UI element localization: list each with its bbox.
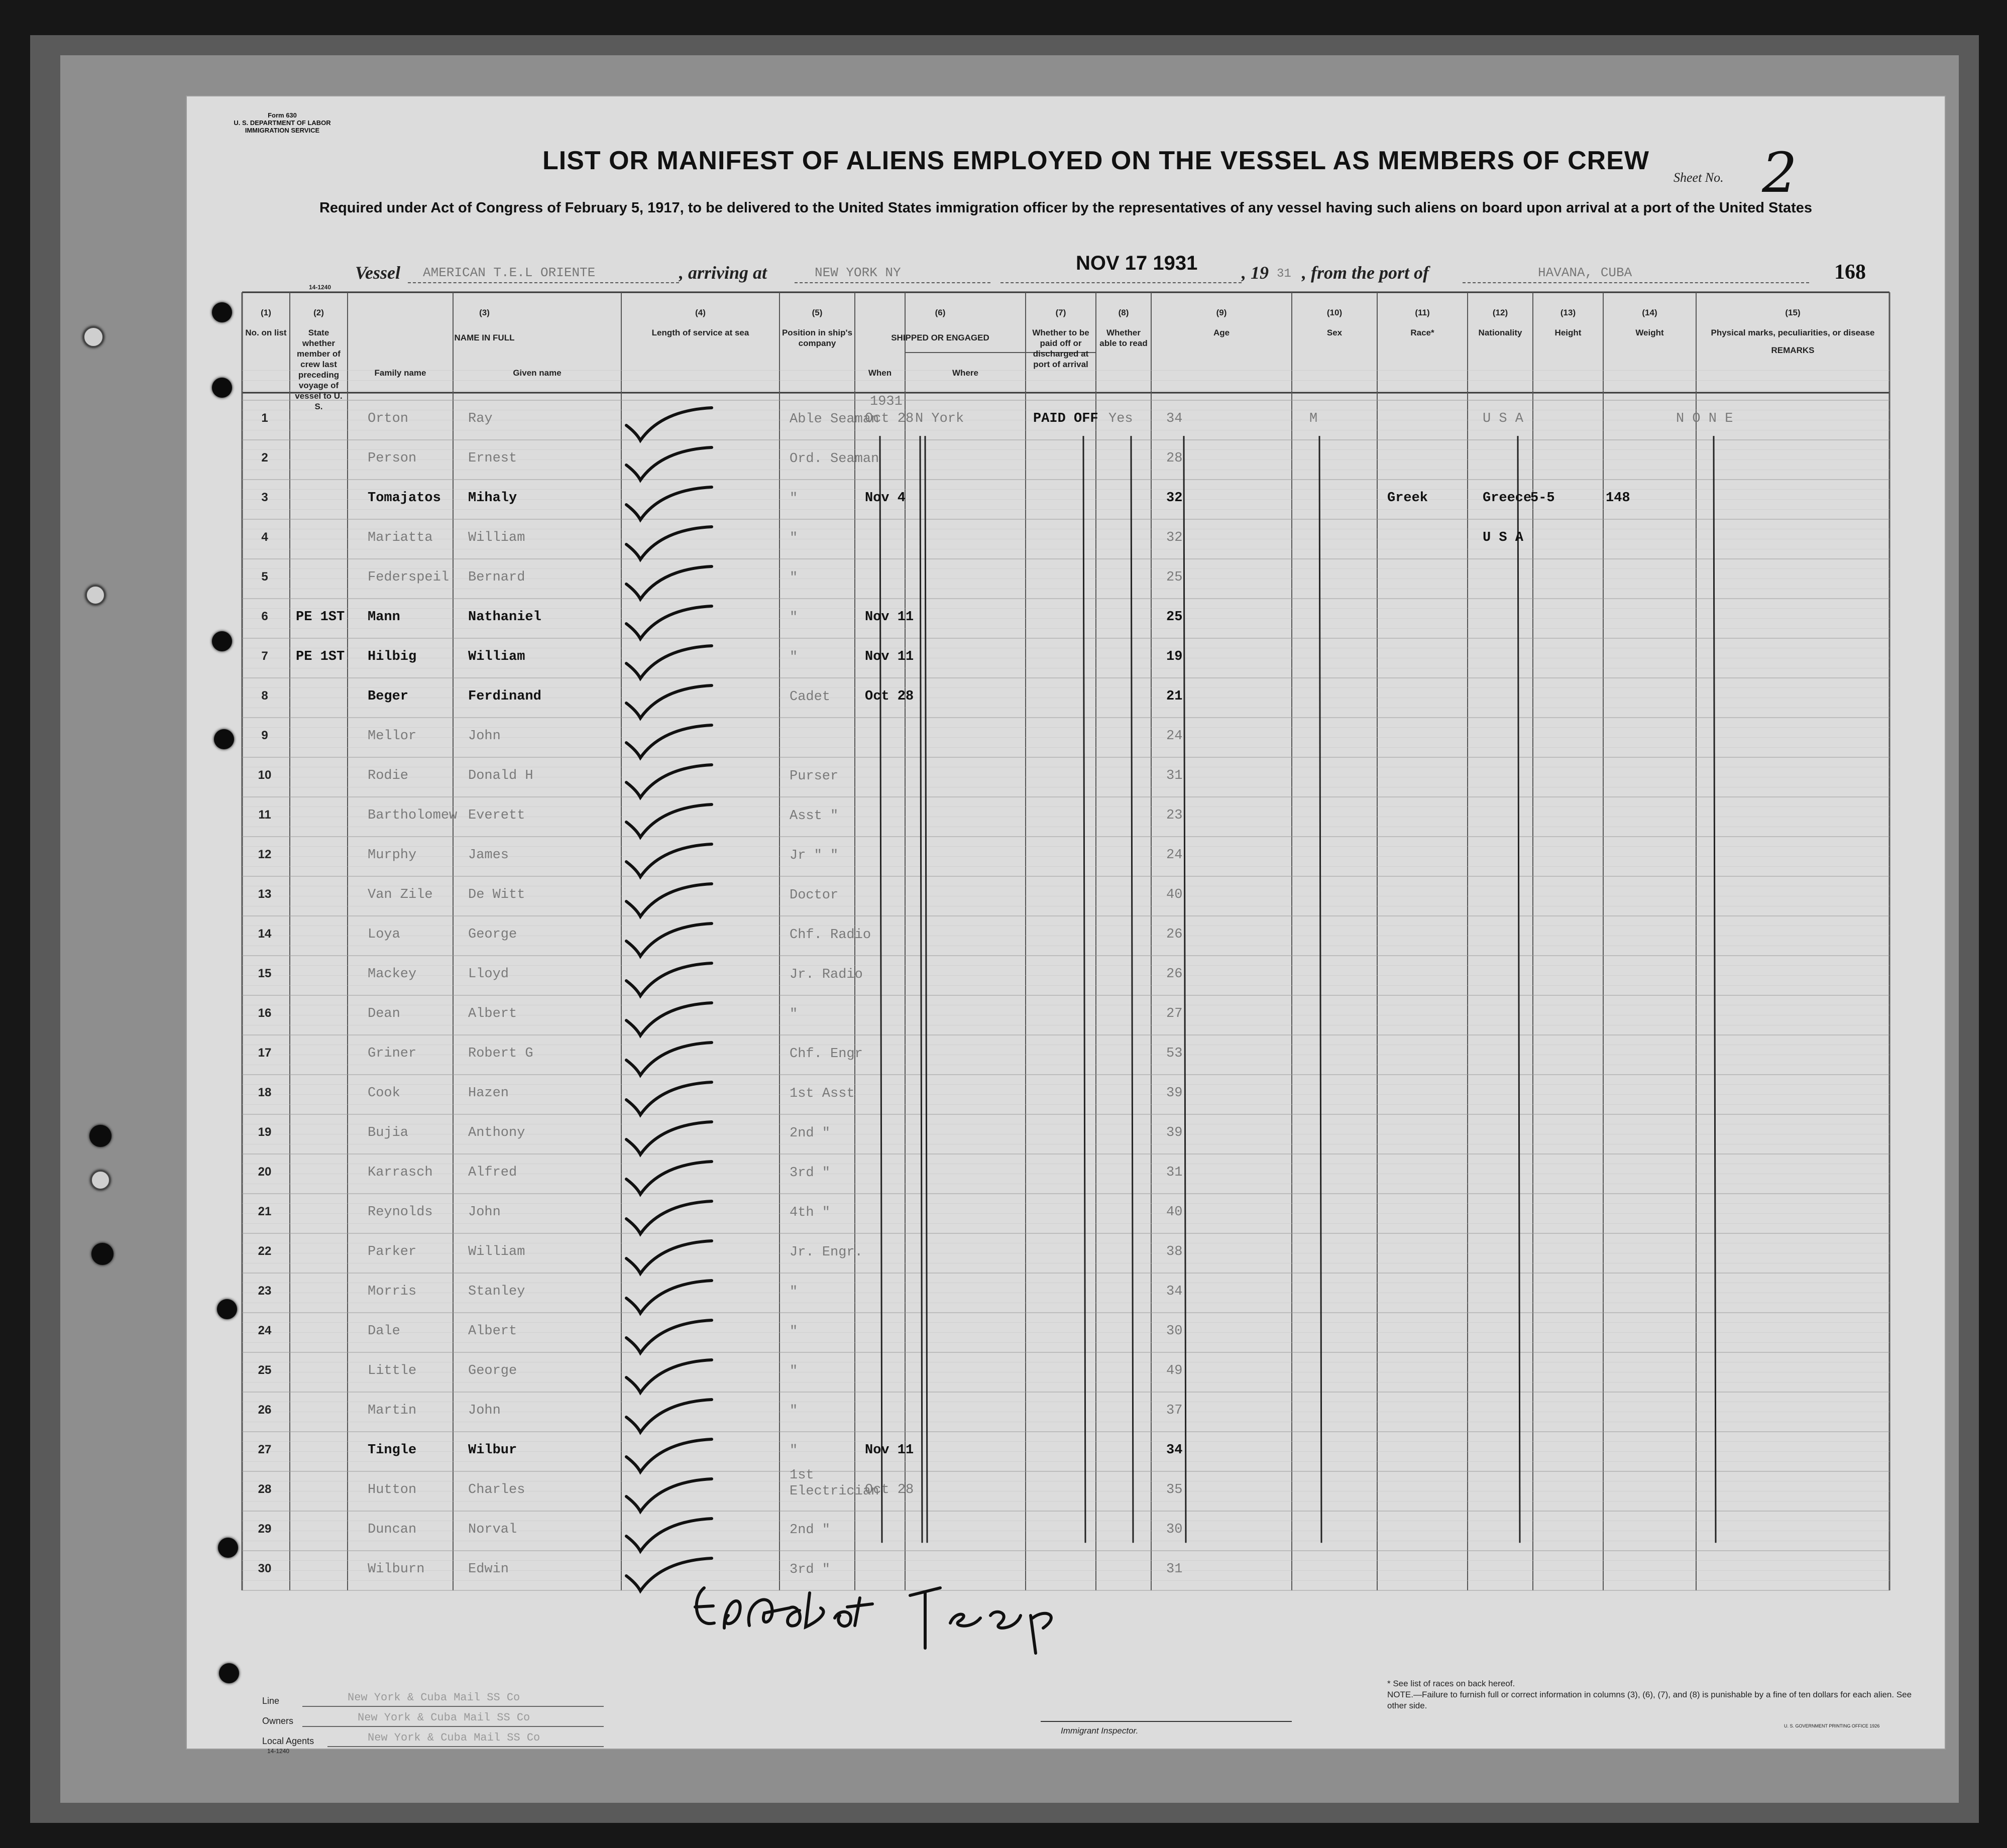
row-number: 10 (258, 768, 272, 782)
row-number: 23 (258, 1284, 272, 1298)
age: 40 (1166, 1205, 1183, 1220)
position: 2nd " (790, 1126, 831, 1141)
given-name: George (468, 927, 517, 942)
row-number: 27 (258, 1443, 272, 1456)
position: " (790, 491, 798, 506)
owners-underline (302, 1726, 604, 1727)
family-name: Parker (368, 1244, 417, 1259)
row-number: 30 (258, 1562, 272, 1575)
binder-hole (83, 326, 104, 348)
given-name: Albert (468, 1324, 517, 1339)
subheader-where: Where (952, 368, 978, 378)
punch-hole (212, 631, 232, 651)
family-name: Martin (368, 1403, 417, 1418)
position: 3rd " (790, 1166, 831, 1181)
year-suffix: 31 (1277, 267, 1291, 281)
family-name: Wilburn (368, 1562, 425, 1577)
given-name: James (468, 848, 509, 863)
shipped-where: N York (915, 411, 964, 426)
family-name: Mackey (368, 967, 417, 982)
position: Able Seaman (790, 412, 879, 427)
row-number: 16 (258, 1006, 272, 1020)
column-number: (9) (1216, 308, 1227, 317)
column-header-remarks: REMARKS (1771, 345, 1815, 355)
family-name: Duncan (368, 1522, 417, 1537)
age: 25 (1166, 610, 1183, 625)
family-name: Mariatta (368, 530, 433, 545)
column-header: Physical marks, peculiarities, or disease (1711, 328, 1875, 337)
given-name: Wilbur (468, 1443, 517, 1458)
inspector-signature (689, 1568, 1071, 1658)
column-header: NAME IN FULL (454, 333, 515, 342)
page-title: LIST OR MANIFEST OF ALIENS EMPLOYED ON THE VESSEL AS MEMBERS OF CREW (542, 146, 1649, 175)
able-to-read: Yes (1108, 411, 1133, 426)
binder-hole (85, 585, 105, 605)
subheader-family-name: Family name (374, 368, 426, 378)
position: 1st Electrician (790, 1468, 879, 1499)
year-label: , 19 (1242, 263, 1269, 283)
age: 23 (1166, 808, 1183, 823)
row-number: 20 (258, 1165, 272, 1179)
department-name: U. S. DEPARTMENT OF LABOR (234, 119, 331, 127)
family-name: Murphy (368, 848, 417, 863)
position: Jr. Engr. (790, 1245, 863, 1260)
shipped-when: Nov 4 (865, 491, 906, 506)
given-name: Edwin (468, 1562, 509, 1577)
race: Greek (1387, 491, 1428, 506)
age: 39 (1166, 1125, 1183, 1140)
family-name: Mann (368, 610, 400, 625)
agents-underline (327, 1746, 604, 1747)
given-name: John (468, 1403, 501, 1418)
owners-label: Owners (262, 1716, 294, 1726)
age: 30 (1166, 1522, 1183, 1537)
given-name: George (468, 1363, 517, 1378)
row-number: 13 (258, 887, 272, 901)
row-number: 28 (258, 1482, 272, 1496)
age: 25 (1166, 570, 1183, 585)
row-number: 11 (258, 808, 271, 822)
age: 40 (1166, 887, 1183, 902)
family-name: Mellor (368, 729, 417, 744)
given-name: Stanley (468, 1284, 525, 1299)
nationality: Greece (1483, 491, 1532, 506)
position: Asst " (790, 808, 839, 824)
given-name: William (468, 649, 525, 664)
manifest-table (242, 284, 1889, 1598)
age: 53 (1166, 1046, 1183, 1061)
column-number: (15) (1785, 308, 1801, 317)
age: 19 (1166, 649, 1183, 664)
given-name: Anthony (468, 1125, 525, 1140)
family-name: Rodie (368, 768, 409, 783)
column-number: (11) (1415, 308, 1430, 317)
position: 1st Asst (790, 1086, 855, 1101)
family-name: Hutton (368, 1482, 417, 1497)
age: 49 (1166, 1363, 1183, 1378)
position: Chf. Engr (790, 1047, 863, 1062)
given-name: Donald H (468, 768, 533, 783)
age: 38 (1166, 1244, 1183, 1259)
page-subtitle: Required under Act of Congress of February 5, 1917, to be delivered to the United States immigration officer by the representatives of any vessel having such aliens on board upon arrival at a port of the United States (319, 200, 1813, 216)
family-name: Van Zile (368, 887, 433, 902)
given-name: John (468, 1205, 501, 1220)
inspector-signature-line (1041, 1721, 1292, 1722)
position: Cadet (790, 689, 831, 705)
age: 35 (1166, 1482, 1183, 1497)
family-name: Little (368, 1363, 417, 1378)
given-name: William (468, 1244, 525, 1259)
age: 34 (1166, 411, 1183, 426)
given-name: Ray (468, 411, 493, 426)
age: 26 (1166, 967, 1183, 982)
column-header: State whether member of crew last preceding voyage of vessel to U. S. (295, 328, 343, 411)
column-number: (10) (1326, 308, 1343, 317)
form-code-header: 14-1240 (308, 284, 331, 291)
previous-voyage: PE 1ST (296, 649, 345, 664)
row-number: 7 (261, 649, 268, 663)
page-number: 168 (1834, 261, 1866, 284)
column-number: (12) (1492, 308, 1508, 317)
agents-label: Local Agents (262, 1736, 314, 1746)
row-number: 26 (258, 1403, 272, 1417)
sheet-number-label: Sheet No. 2 (1674, 141, 1798, 205)
given-name: John (468, 729, 501, 744)
family-name: Bartholomew (368, 808, 458, 823)
row-number: 29 (258, 1522, 272, 1536)
owners-value: New York & Cuba Mail SS Co (358, 1711, 530, 1724)
row-number: 24 (258, 1324, 272, 1337)
row-number: 22 (258, 1244, 272, 1258)
column-number: (4) (695, 308, 706, 317)
shipped-when: Oct 28 (865, 411, 914, 426)
age: 24 (1166, 729, 1183, 744)
weight: 148 (1606, 491, 1630, 506)
age: 28 (1166, 451, 1183, 466)
age: 39 (1166, 1086, 1183, 1101)
family-name: Federspeil (368, 570, 450, 585)
position: Jr " " (790, 848, 839, 863)
family-name: Dean (368, 1006, 400, 1021)
family-name: Beger (368, 689, 409, 704)
given-name: Nathaniel (468, 610, 541, 625)
row-number: 19 (258, 1125, 272, 1139)
column-header: Age (1213, 328, 1230, 337)
given-name: Lloyd (468, 967, 509, 982)
position: " (790, 1324, 798, 1339)
position: " (790, 1443, 798, 1458)
family-name: Person (368, 451, 417, 466)
column-header: Sex (1326, 328, 1343, 337)
printer-line: U. S. GOVERNMENT PRINTING OFFICE 1926 (1784, 1723, 1880, 1728)
age: 24 (1166, 848, 1183, 863)
age: 32 (1166, 491, 1183, 506)
row-number: 6 (261, 610, 268, 623)
given-name: Ernest (468, 451, 517, 466)
arriving-port: NEW YORK NY (815, 265, 901, 280)
punch-hole (212, 302, 232, 322)
position: Chf. Radio (790, 928, 871, 943)
position: " (790, 1364, 798, 1379)
position: 3rd " (790, 1562, 831, 1577)
shipped-when: Oct 28 (865, 1482, 914, 1497)
line-underline (302, 1706, 604, 1707)
column-header: Height (1554, 328, 1582, 337)
column-number: (3) (479, 308, 490, 317)
column-header: Position in ship's company (782, 328, 853, 348)
arriving-underline (795, 282, 990, 283)
line-label: Line (262, 1696, 280, 1706)
given-name: Everett (468, 808, 525, 823)
binder-hole (89, 1125, 112, 1147)
position: " (790, 650, 798, 665)
given-name: Ferdinand (468, 689, 541, 704)
punch-hole (217, 1299, 237, 1319)
family-name: Griner (368, 1046, 417, 1061)
position: Purser (790, 769, 839, 784)
position: " (790, 610, 798, 625)
given-name: Robert G (468, 1046, 533, 1061)
row-number: 4 (261, 530, 268, 544)
family-name: Cook (368, 1086, 400, 1101)
position: Jr. Radio (790, 967, 863, 982)
footnotes (1387, 1678, 1915, 1711)
year-note: 1931 (870, 394, 903, 409)
age: 31 (1166, 768, 1183, 783)
column-header: Whether to be paid off or discharged at port of arrival (1032, 328, 1089, 369)
physical-marks: N O N E (1676, 411, 1733, 426)
shipped-when: Nov 11 (865, 610, 914, 625)
given-name: Charles (468, 1482, 525, 1497)
subheader-given-name: Given name (513, 368, 562, 378)
punch-hole (218, 1538, 238, 1558)
row-number: 8 (261, 689, 268, 703)
position: " (790, 1285, 798, 1300)
age: 21 (1166, 689, 1183, 704)
column-number: (8) (1118, 308, 1129, 317)
agents-value: New York & Cuba Mail SS Co (368, 1731, 540, 1744)
family-name: Reynolds (368, 1205, 433, 1220)
row-number: 21 (258, 1205, 272, 1218)
given-name: William (468, 530, 525, 545)
age: 27 (1166, 1006, 1183, 1021)
column-number: (1) (261, 308, 271, 317)
column-header: Nationality (1478, 328, 1522, 337)
family-name: Tomajatos (368, 491, 441, 506)
age: 30 (1166, 1324, 1183, 1339)
column-number: (5) (812, 308, 823, 317)
given-name: De Witt (468, 887, 525, 902)
column-number: (6) (935, 308, 946, 317)
inspector-label: Immigrant Inspector. (1061, 1726, 1139, 1736)
position: 4th " (790, 1205, 831, 1220)
family-name: Hilbig (368, 649, 417, 664)
column-header: SHIPPED OR ENGAGED (891, 333, 989, 342)
family-name: Dale (368, 1324, 400, 1339)
row-number: 15 (258, 967, 272, 980)
row-number: 14 (258, 927, 272, 941)
position: " (790, 531, 798, 546)
row-number: 2 (261, 451, 268, 465)
date-underline (1000, 282, 1242, 283)
manifest-sheet (186, 95, 1946, 1755)
binder-hole (91, 1243, 114, 1265)
arriving-label: , arriving at (679, 263, 767, 283)
from-port-label: , from the port of (1302, 263, 1429, 283)
service-name: IMMIGRATION SERVICE (245, 127, 320, 134)
shipped-when: Oct 28 (865, 689, 914, 704)
family-name: Morris (368, 1284, 417, 1299)
row-number: 17 (258, 1046, 272, 1060)
vessel-underline (408, 282, 679, 283)
line-value: New York & Cuba Mail SS Co (348, 1691, 520, 1704)
age: 37 (1166, 1403, 1183, 1418)
age: 34 (1166, 1443, 1183, 1458)
family-name: Loya (368, 927, 400, 942)
age: 31 (1166, 1562, 1183, 1577)
punch-hole (212, 378, 232, 398)
column-header: No. on list (245, 328, 287, 337)
row-number: 18 (258, 1086, 272, 1099)
age: 26 (1166, 927, 1183, 942)
given-name: Hazen (468, 1086, 509, 1101)
binder-hole (90, 1170, 110, 1190)
column-header: Race* (1410, 328, 1434, 337)
penalty-note: NOTE.—Failure to furnish full or correct information in columns (3), (6), (7), and (8) is punishable by a fine of ten dollars for each alien. See other side. (1387, 1690, 1912, 1710)
column-header: Length of service at sea (651, 328, 749, 337)
paid-off: PAID OFF (1033, 411, 1098, 426)
nationality: U S A (1483, 411, 1524, 426)
punch-hole (219, 1663, 239, 1683)
age: 34 (1166, 1284, 1183, 1299)
vessel-name: AMERICAN T.E.L ORIENTE (423, 265, 596, 280)
column-number: (2) (313, 308, 324, 317)
position: " (790, 570, 798, 586)
shipped-when: Nov 11 (865, 1443, 914, 1458)
given-name: Bernard (468, 570, 525, 585)
position: Ord. Seaman (790, 451, 879, 467)
sheet-number-handwritten: 2 (1762, 141, 1798, 205)
shipped-when: Nov 11 (865, 649, 914, 664)
nationality: U S A (1483, 530, 1524, 545)
height: 5-5 (1530, 491, 1555, 506)
family-name: Orton (368, 411, 409, 426)
position: 2nd " (790, 1523, 831, 1538)
family-name: Tingle (368, 1443, 417, 1458)
column-number: (13) (1560, 308, 1576, 317)
agents-form-code: 14-1240 (267, 1748, 290, 1755)
row-number: 9 (261, 729, 268, 742)
family-name: Karrasch (368, 1165, 433, 1180)
age: 31 (1166, 1165, 1183, 1180)
subheader-when: When (868, 368, 892, 378)
given-name: Albert (468, 1006, 517, 1021)
column-header: Whether able to read (1099, 328, 1148, 348)
given-name: Norval (468, 1522, 517, 1537)
position: " (790, 1007, 798, 1022)
punch-hole (214, 729, 234, 749)
date-stamp: NOV 17 1931 (1076, 252, 1198, 274)
given-name: Mihaly (468, 491, 517, 506)
sex: M (1309, 411, 1318, 426)
races-note: * See list of races on back hereof. (1387, 1679, 1515, 1688)
column-number: (14) (1642, 308, 1657, 317)
row-number: 1 (261, 411, 268, 425)
form-identifier (227, 111, 338, 134)
row-number: 5 (261, 570, 268, 584)
column-header: Weight (1635, 328, 1664, 337)
given-name: Alfred (468, 1165, 517, 1180)
position: Doctor (790, 888, 839, 903)
age: 32 (1166, 530, 1183, 545)
from-port: HAVANA, CUBA (1538, 265, 1632, 280)
row-number: 3 (261, 491, 268, 504)
previous-voyage: PE 1ST (296, 610, 345, 625)
row-number: 25 (258, 1363, 272, 1377)
from-port-underline (1463, 282, 1809, 283)
vessel-label: Vessel (355, 263, 400, 283)
column-number: (7) (1055, 308, 1066, 317)
position: " (790, 1404, 798, 1419)
form-number: Form 630 (268, 111, 297, 119)
family-name: Bujia (368, 1125, 409, 1140)
row-number: 12 (258, 848, 272, 861)
